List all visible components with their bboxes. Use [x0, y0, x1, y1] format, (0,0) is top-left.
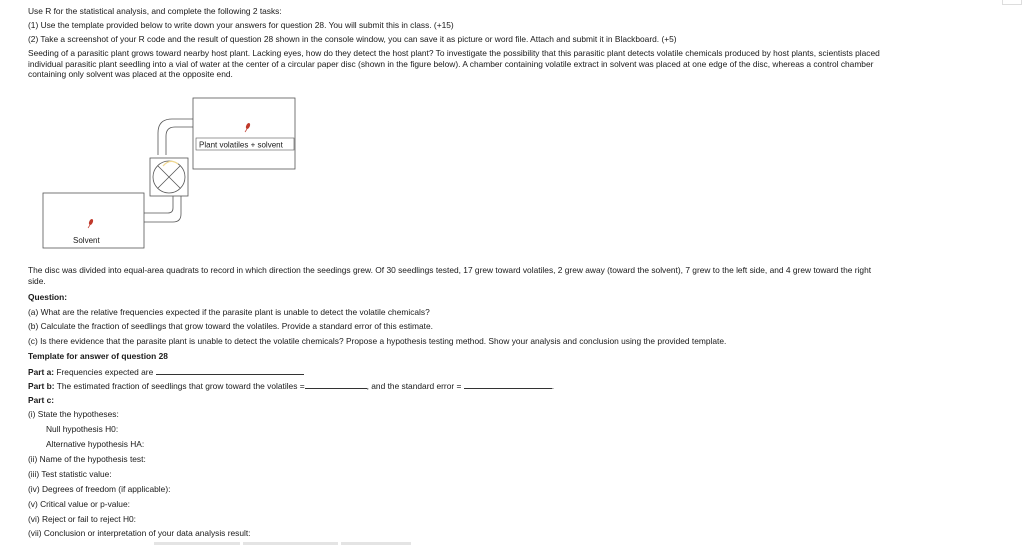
- experiment-diagram: [0, 0, 320, 260]
- upper-tube-inner: [166, 127, 193, 155]
- part-c-label: Part c:: [28, 395, 55, 405]
- part-c-v: (v) Critical value or p-value:: [28, 499, 130, 509]
- part-b-text: The estimated fraction of seedlings that grow toward the volatiles =: [56, 381, 305, 391]
- part-c-iii: (iii) Test statistic value:: [28, 469, 112, 479]
- null-hypothesis: Null hypothesis H0:: [46, 424, 119, 434]
- upper-tube-outer: [158, 119, 193, 155]
- part-c-i: (i) State the hypotheses:: [28, 409, 119, 419]
- template-heading: Template for answer of question 28: [28, 351, 168, 361]
- part-c-vii: (vii) Conclusion or interpretation of your data analysis result:: [28, 528, 251, 538]
- solvent-seed-icon: [88, 218, 94, 228]
- part-b-fraction-blank[interactable]: [305, 380, 367, 389]
- part-a-text: Frequencies expected are: [56, 367, 154, 377]
- part-a-answer-blank[interactable]: [156, 366, 304, 375]
- volatiles-chamber: [193, 98, 295, 169]
- results-paragraph: The disc was divided into equal-area quadrats to record in which direction the seedings grew. Of 30 seedlings tested, 17 grew toward volatiles, 2 grew away (toward the solvent), 7 grew to the left side, and 4 grew toward the right side.: [28, 265, 872, 286]
- window-corner: [1002, 0, 1022, 5]
- part-b-se-blank[interactable]: [464, 380, 555, 391]
- task-1: (1) Use the template provided below to write down your answers for question 28. You will submit this in class. (+15): [28, 20, 454, 30]
- lower-tube-inner: [144, 195, 173, 213]
- alternative-hypothesis: Alternative hypothesis HA:: [46, 439, 145, 449]
- question-c: (c) Is there evidence that the parasite plant is unable to detect the volatile chemicals? Propose a hypothesis testing method. Show your analysis and conclusion using the provided template.: [28, 336, 727, 346]
- background-paragraph: Seeding of a parasitic plant grows toward nearby host plant. Lacking eyes, how do they detect the host plant? To investigate the possibility that this parasitic plant detects volatile chemicals produced by host plants, scientists placed individual parasitic plant seedling into a vial of water at the center of a circular paper disc (shown in the figure below). A chamber containing volatile extract in solvent was placed at one edge of the disc, whereas a control chamber containing only solvent was placed at the opposite end.: [28, 48, 880, 79]
- label-solvent: Solvent: [73, 236, 100, 245]
- part-c-iv: (iv) Degrees of freedom (if applicable):: [28, 484, 171, 494]
- part-b-end: .: [551, 381, 555, 391]
- label-volatiles: Plant volatiles + solvent: [199, 140, 283, 150]
- part-b-label: Part b:: [28, 381, 55, 391]
- part-a-label: Part a:: [28, 367, 55, 377]
- part-b-mid: , and the standard error =: [366, 381, 462, 391]
- part-c-vi: (vi) Reject or fail to reject H0:: [28, 514, 136, 524]
- part-b-row: [28, 380, 554, 391]
- question-heading: Question:: [28, 292, 68, 302]
- part-c-ii: (ii) Name of the hypothesis test:: [28, 454, 146, 464]
- volatiles-seed-icon: [245, 122, 251, 132]
- task-2: (2) Take a screenshot of your R code and the result of question 28 shown in the console window, you can save it as picture or word file. Attach and submit it in Blackboard. (+5): [28, 34, 677, 44]
- question-b: (b) Calculate the fraction of seedlings that grow toward the volatiles. Provide a standard error of this estimate.: [28, 321, 433, 331]
- question-a: (a) What are the relative frequencies expected if the parasite plant is unable to detect the volatile chemicals?: [28, 307, 430, 317]
- intro-text: Use R for the statistical analysis, and complete the following 2 tasks:: [28, 6, 282, 16]
- part-a-row: [28, 366, 304, 377]
- lower-tube-outer: [144, 195, 181, 222]
